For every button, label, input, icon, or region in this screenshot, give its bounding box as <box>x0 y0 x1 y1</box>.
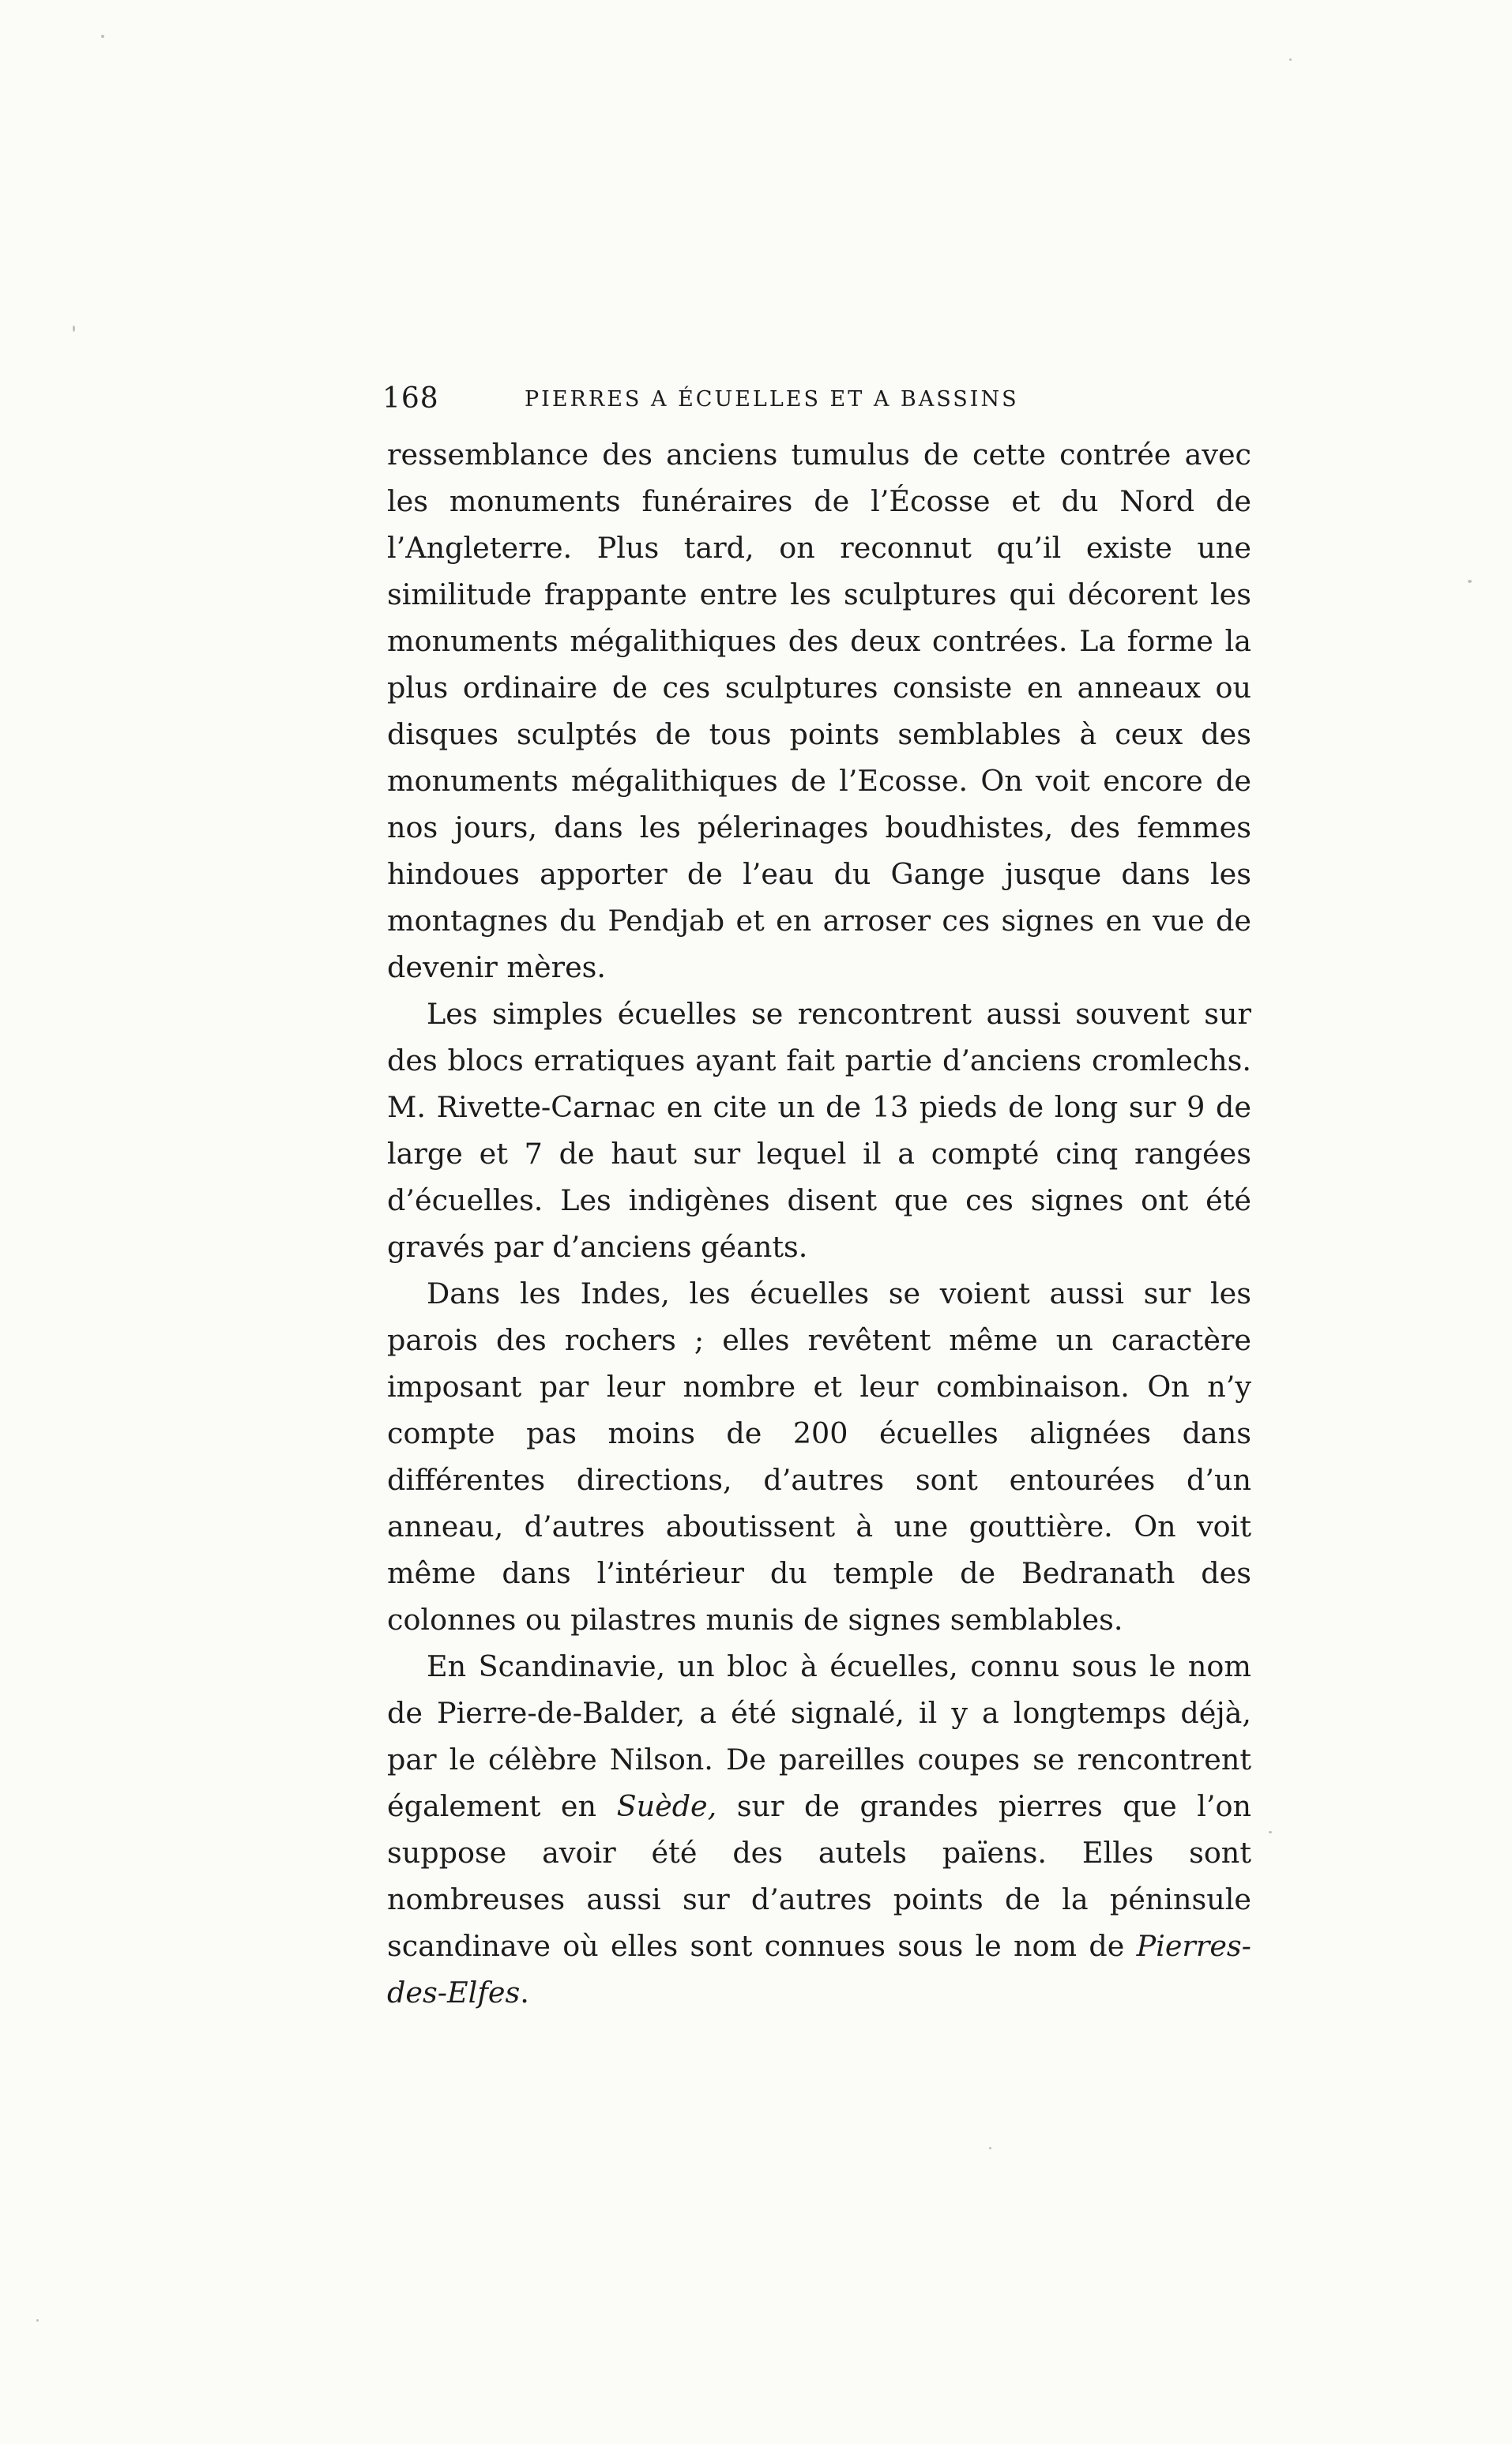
scan-speck <box>36 2319 39 2322</box>
scan-speck <box>101 35 104 38</box>
italic-place-name: Suède, <box>616 1789 717 1823</box>
scan-speck <box>73 325 75 332</box>
paragraph-2: Les simples écuelles se rencontrent aussi souvent sur des blocs erratiques ayant fait partie d’anciens cromlechs. M. Rivette-Carnac en cite un de 13 pieds de long sur 9 de large et 7 de haut sur lequel il a compté cinq rangées d’écuelles. Les indigènes disent que ces signes ont été gravés par d’anciens géants. <box>387 997 1251 1264</box>
paragraph-3: Dans les Indes, les écuelles se voient aussi sur les parois des rochers ; elles revêtent même un caractère imposant par leur nombre et leur combinaison. On n’y compte pas moins de 200 écuelles alignées dans différentes directions, d’autres sont entourées d’un anneau, d’autres aboutissent à une gouttière. On voit même dans l’intérieur du temple de Bedranath des colonnes ou pilastres munis de signes semblables. <box>387 1277 1251 1637</box>
paragraph-1: ressemblance des anciens tumulus de cette contrée avec les monuments funéraires de l’Écosse et du Nord de l’Angleterre. Plus tard, on reconnut qu’il existe une similitude frappante entre les sculptures qui décorent les monuments mégalithiques des deux contrées. La forme la plus ordinaire de ces sculptures consiste en anneaux ou disques sculptés de tous points semblables à ceux des monuments mégalithiques de l’Ecosse. On voit encore de nos jours, dans les pélerinages boudhistes, des femmes hindoues apporter de l’eau du Gange jusque dans les montagnes du Pendjab et en arroser ces signes en vue de devenir mères. <box>387 438 1251 984</box>
body-text <box>387 431 1251 2016</box>
scan-speck <box>1289 58 1292 61</box>
page-header <box>382 378 1251 425</box>
paragraph-4-text-middle: sur de grandes pierres que l’on suppose avoir été des autels païens. Elles sont nombreuses aussi sur d’autres points de la péninsule scandinave où elles sont connues sous le nom de <box>387 1789 1251 1963</box>
italic-stone-name: Pierres-des-Elfes <box>387 1929 1251 2010</box>
paragraph-4-text-after: . <box>520 1976 529 2010</box>
scan-speck <box>1468 580 1472 583</box>
scan-speck <box>1269 1831 1272 1833</box>
paragraph-4 <box>387 1643 1251 2016</box>
paragraph-4-text-before: En Scandinavie, un bloc à écuelles, connu sous le nom de Pierre-de-Balder, a été signalé, il y a longtemps déjà, par le célèbre Nilson. De pareilles coupes se rencontrent également en <box>387 1649 1251 1823</box>
running-head: PIERRES A ÉCUELLES ET A BASSINS <box>525 387 1019 412</box>
scan-speck <box>989 2147 991 2149</box>
page-number: 168 <box>382 382 439 415</box>
